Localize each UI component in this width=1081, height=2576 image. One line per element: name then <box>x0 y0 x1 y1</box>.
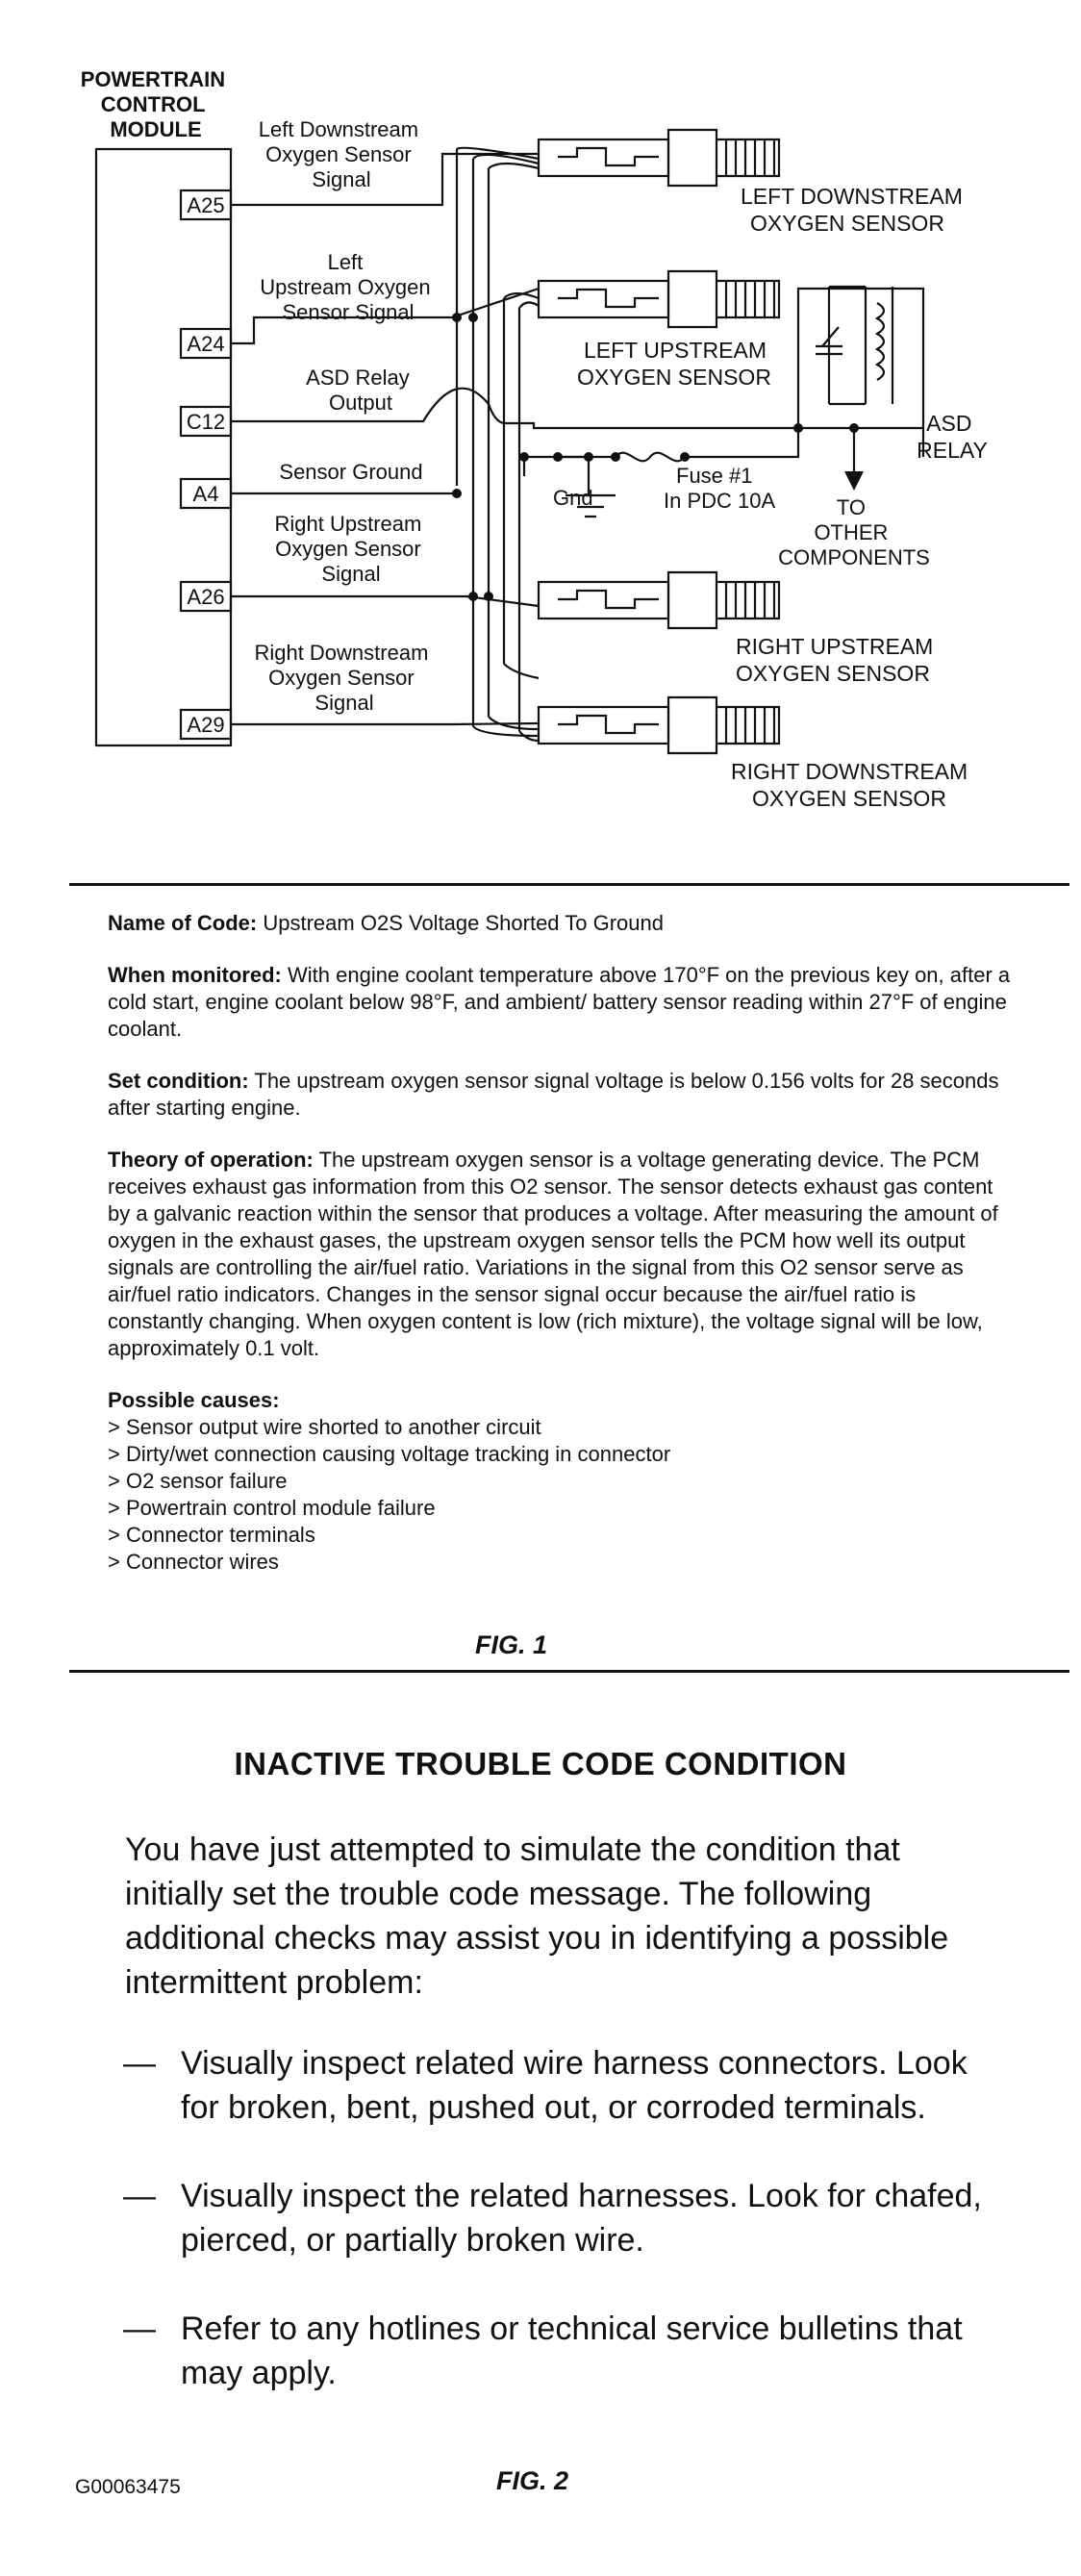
wire-fuse <box>558 428 798 461</box>
section-divider <box>69 1670 1069 1673</box>
pin-c12: C12 <box>186 410 226 434</box>
list-item: > O2 sensor failure <box>108 1469 288 1493</box>
label-right-up-signal: Right Upstream Oxygen Sensor Signal <box>274 512 422 586</box>
list-item: — Visually inspect the related harnesses. Look for chafed, pierced, or partially broken wire. <box>123 2174 989 2262</box>
set-condition: Set condition: The upstream oxygen sensor signal voltage is below 0.156 volts for 28 seconds after starting engine. <box>108 1069 999 1120</box>
list-item: > Connector terminals <box>108 1523 315 1547</box>
sensor-left-up <box>539 271 779 327</box>
list-item: — Visually inspect related wire harness connectors. Look for broken, bent, pushed out, or corroded terminals. <box>123 2041 989 2130</box>
label-to-other: TO OTHER COMPONENTS <box>778 495 930 569</box>
when-monitored: When monitored: With engine coolant temperature above 170°F on the previous key on, after a cold start, engine coolant below 98°F, and ambient/ battery sensor reading within 27°F of engine coolant. <box>108 963 1011 1041</box>
dash-bullet: — <box>123 2045 156 2082</box>
relay-coil <box>877 303 884 380</box>
inactive-condition-heading: INACTIVE TROUBLE CODE CONDITION <box>234 1746 847 1781</box>
harness-wires <box>457 149 519 731</box>
possible-causes-heading: Possible causes: <box>108 1388 280 1412</box>
pcm-title: POWERTRAIN CONTROL MODULE <box>80 67 226 141</box>
wire-right-down <box>231 723 539 724</box>
checks-list <box>123 2041 989 2395</box>
pin-a4: A4 <box>192 482 219 506</box>
to-other-arrow <box>844 471 864 491</box>
list-item: > Sensor output wire shorted to another circuit <box>108 1415 541 1439</box>
fig-1-caption: FIG. 1 <box>475 1630 548 1659</box>
list-item: > Dirty/wet connection causing voltage tracking in connector <box>108 1442 671 1466</box>
possible-causes-list <box>108 1414 1012 1576</box>
code-name: Name of Code: Upstream O2S Voltage Shorted To Ground <box>108 911 664 935</box>
fig-2-caption: FIG. 2 <box>496 2466 569 2495</box>
pcm-box <box>96 149 231 745</box>
pin-a29: A29 <box>187 713 225 737</box>
list-item: > Connector wires <box>108 1550 279 1574</box>
label-gnd: Gnd <box>553 486 593 510</box>
list-item: > Powertrain control module failure <box>108 1496 436 1520</box>
code-description <box>108 910 1012 1576</box>
wire-relay <box>798 289 923 457</box>
label-left-down-signal: Left Downstream Oxygen Sensor Signal <box>258 117 419 191</box>
label-left-downstream-sensor: LEFT DOWNSTREAM OXYGEN SENSOR <box>741 184 963 236</box>
sensor-right-up <box>539 572 779 628</box>
wiring-diagram <box>0 0 1081 866</box>
label-right-upstream-sensor: RIGHT UPSTREAM OXYGEN SENSOR <box>736 634 934 686</box>
pin-a26: A26 <box>187 585 225 609</box>
label-right-down-signal: Right Downstream Oxygen Sensor Signal <box>254 641 429 715</box>
label-asd-relay: ASD RELAY <box>917 411 988 463</box>
label-fuse: Fuse #1 In PDC 10A <box>664 464 776 513</box>
list-item: — Refer to any hotlines or technical service bulletins that may apply. <box>123 2307 989 2395</box>
label-left-up-signal: Left Upstream Oxygen Sensor Signal <box>260 250 431 324</box>
section-divider <box>69 883 1069 886</box>
label-right-downstream-sensor: RIGHT DOWNSTREAM OXYGEN SENSOR <box>731 759 968 811</box>
dash-bullet: — <box>123 2311 156 2347</box>
label-asd-output: ASD Relay Output <box>306 366 410 415</box>
pin-a24: A24 <box>187 332 225 356</box>
wire-asd-output <box>231 389 798 428</box>
reference-code: G00063475 <box>75 2476 181 2498</box>
theory-of-operation: Theory of operation: The upstream oxygen sensor is a voltage generating device. The PCM receives exhaust gas information from this O2 sensor. The sensor detects exhaust gas content by a galvanic reaction within the sensor that produces a voltage. After measuring the amount of oxygen in the exhaust gases, the upstream oxygen sensor tells the PCM how well its output signals are controlling the air/fuel ratio. Variations in the signal from this O2 sensor serve as air/fuel ratio indicators. Changes in the sensor signal occur because the air/fuel ratio is constantly changing. When oxygen content is low (rich mixture), the voltage signal will be low, approximately 0.1 volt. <box>108 1148 998 1360</box>
sensor-right-down <box>539 697 779 753</box>
pin-a25: A25 <box>187 193 225 217</box>
label-sensor-ground: Sensor Ground <box>279 460 423 484</box>
label-left-upstream-sensor: LEFT UPSTREAM OXYGEN SENSOR <box>577 338 771 390</box>
harness-curves <box>457 148 539 741</box>
inactive-condition-intro: You have just attempted to simulate the condition that initially set the trouble code message. The following additional checks may assist you in identifying a possible intermittent problem: <box>125 1831 949 2001</box>
sensor-left-down <box>539 130 779 186</box>
dash-bullet: — <box>123 2178 156 2214</box>
